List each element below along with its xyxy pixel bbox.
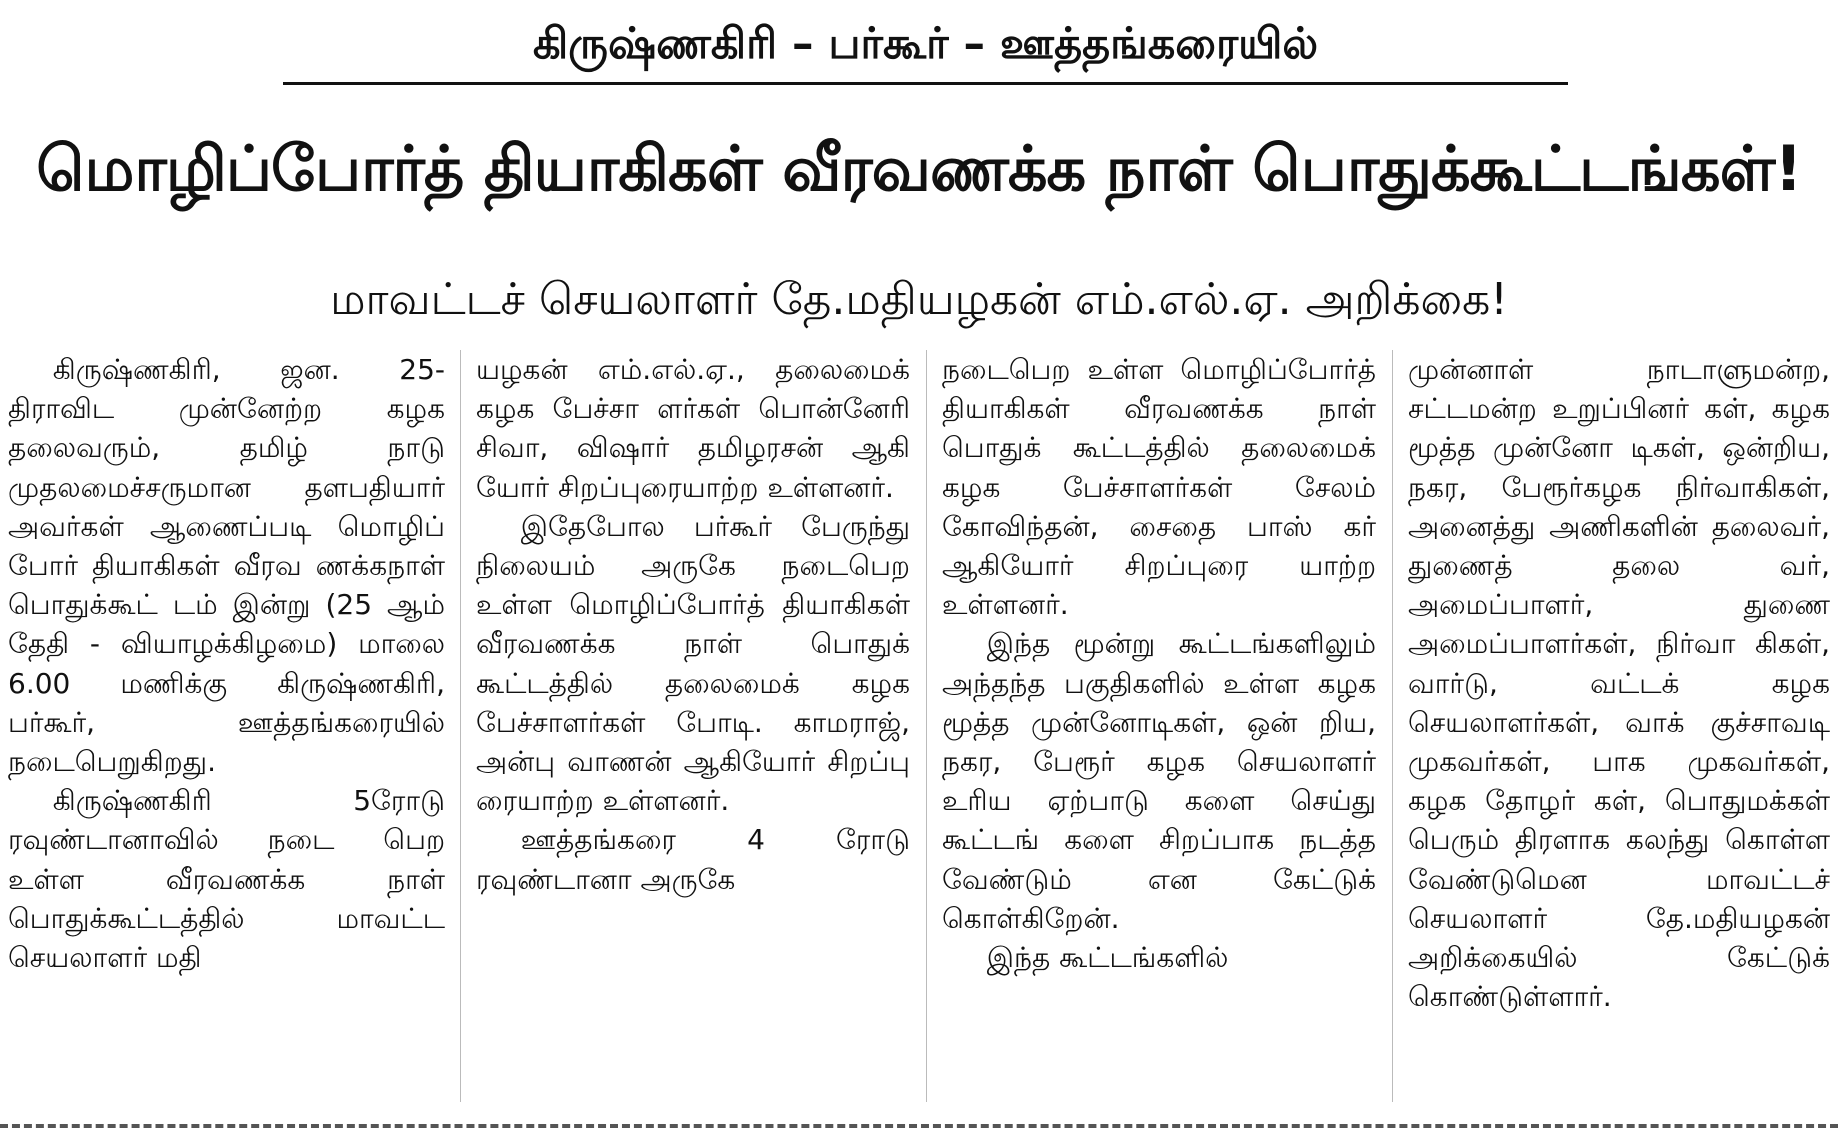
article-column-4 <box>1408 350 1830 1102</box>
bottom-dashed-rule <box>0 1124 1838 1128</box>
column-divider <box>926 350 927 1102</box>
article-column-2 <box>476 350 910 1102</box>
column-4-paragraph-1: முன்னாள் நாடாளுமன்ற, சட்டமன்ற உறுப்பினர் கள், கழக மூத்த முன்னோ டிகள், ஒன்றிய, நகர, பேரூர்கழக நிர்வாகிகள், அனைத்து அணிகளின் தலைவர், துணைத் தலை வர், அமைப்பாளர், துணை அமைப்பாளர்கள், நிர்வா கிகள், வார்டு, வட்டக் கழக செயலாளர்கள், வாக் குச்சாவடி முகவர்கள், பாக முகவர்கள், கழக தோழர் கள், பொதுமக்கள் பெரும் திரளாக கலந்து கொள்ள வேண்டுமென மாவட்டச் செயலாளர் தே.மதியழகன் அறிக்கையில் கேட்டுக் கொண்டுள்ளார். <box>1408 353 1830 1014</box>
column-1-paragraph-1: கிருஷ்ணகிரி, ஜன. 25- திராவிட முன்னேற்ற கழக தலைவரும், தமிழ் நாடு முதலமைச்சருமான தளபதியார் அவர்கள் ஆணைப்படி மொழிப் போர் தியாகிகள் வீரவ ணக்கநாள் பொதுக்கூட் டம் இன்று (25 ஆம் தேதி - வியாழக்கிழமை) மாலை 6.00 மணிக்கு கிருஷ்ணகிரி, பர்கூர், ஊத்தங்கரையில் நடைபெறுகிறது. <box>8 353 445 779</box>
column-3-paragraph-1: நடைபெற உள்ள மொழிப்போர்த் தியாகிகள் வீரவணக்க நாள் பொதுக் கூட்டத்தில் தலைமைக் கழக பேச்சாளர்கள் சேலம் கோவிந்தன், சைதை பாஸ் கர் ஆகியோர் சிறப்புரை யாற்ற உள்ளனர். <box>942 353 1376 622</box>
kicker-heading: கிருஷ்ணகிரி – பர்கூர் – ஊத்தங்கரையில் <box>283 10 1568 85</box>
column-2-paragraph-1: யழகன் எம்.எல்.ஏ., தலைமைக் கழக பேச்சா ளர்கள் பொன்னேரி சிவா, விஷார் தமிழரசன் ஆகி யோர் சிறப்புரையாற்ற உள்ளனர். <box>476 353 910 504</box>
column-divider <box>460 350 461 1102</box>
subheadline: மாவட்டச் செயலாளர் தே.மதியழகன் எம்.எல்.ஏ. அறிக்கை! <box>330 274 1508 325</box>
article-column-3 <box>942 350 1376 1102</box>
column-3-paragraph-3: இந்த கூட்டங்களில் <box>986 941 1229 975</box>
column-2-paragraph-3: ஊத்தங்கரை 4 ரோடு ரவுண்டானா அருகே <box>476 823 910 896</box>
article-column-1 <box>8 350 445 1102</box>
column-2-paragraph-2: இதேபோல பர்கூர் பேருந்து நிலையம் அருகே நடைபெற உள்ள மொழிப்போர்த் தியாகிகள் வீரவணக்க நாள் பொதுக் கூட்டத்தில் தலைமைக் கழக பேச்சாளர்கள் போடி. காமராஜ், அன்பு வாணன் ஆகியோர் சிறப்பு ரையாற்ற உள்ளனர். <box>476 509 910 818</box>
column-1-paragraph-2: கிருஷ்ணகிரி 5ரோடு ரவுண்டானாவில் நடை பெற உள்ள வீரவணக்க நாள் பொதுக்கூட்டத்தில் மாவட்ட செயலாளர் மதி <box>8 784 445 975</box>
column-divider <box>1392 350 1393 1102</box>
main-headline: மொழிப்போர்த் தியாகிகள் வீரவணக்க நாள் பொதுக்கூட்டங்கள்! <box>36 132 1802 205</box>
column-3-paragraph-2: இந்த மூன்று கூட்டங்களிலும் அந்தந்த பகுதிகளில் உள்ள கழக மூத்த முன்னோடிகள், ஒன் றிய, நகர, பேரூர் கழக செயலாளர் உரிய ஏற்பாடு களை செய்து கூட்டங் களை சிறப்பாக நடத்த வேண்டும் என கேட்டுக் கொள்கிறேன். <box>942 627 1376 935</box>
